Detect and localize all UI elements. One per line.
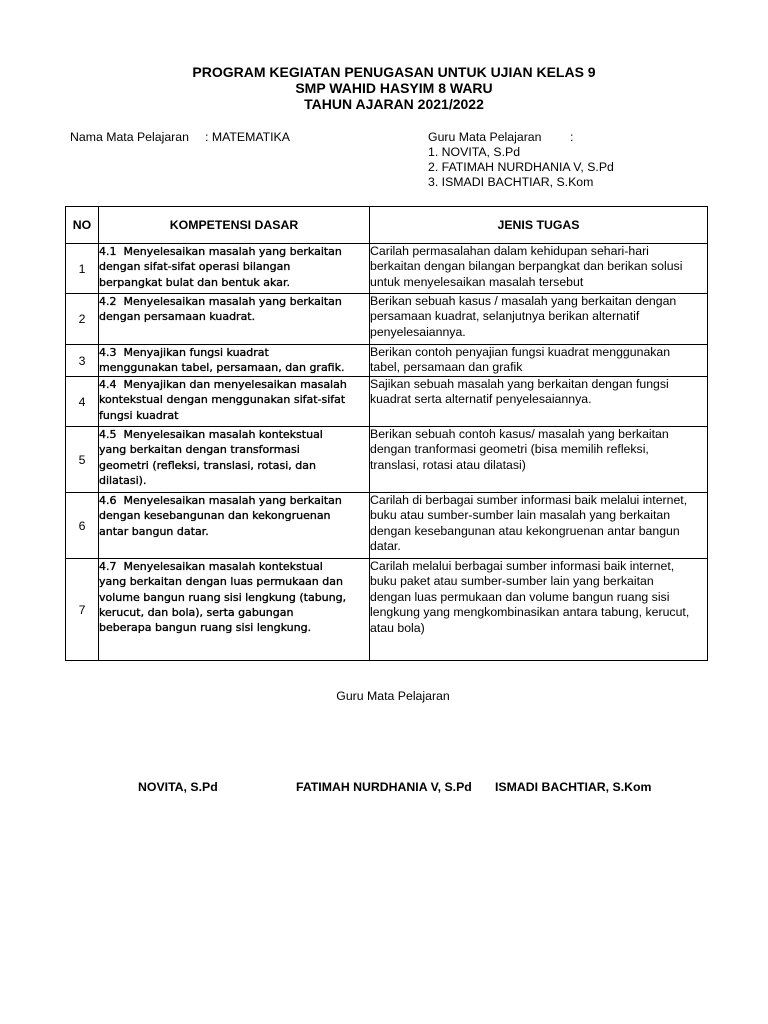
row-number: 2 [66,294,99,345]
signature-name: FATIMAH NURDHANIA V, S.Pd [296,780,472,794]
row-number: 3 [66,345,99,377]
table-row [66,427,708,493]
table-row [66,493,708,559]
table-row [66,377,708,427]
kompetensi-dasar-cell: 4.4 Menyajikan dan menyelesaikan masalah kontekstual dengan menggunakan sifat-sifat fungsi kuadrat [99,377,370,427]
table-header-row [66,207,708,244]
table-row [66,345,708,377]
kompetensi-dasar-cell: 4.2 Menyelesaikan masalah yang berkaitan dengan persamaan kuadrat. [99,294,370,345]
jenis-tugas-cell: Carilah di berbagai sumber informasi baik melalui internet, buku atau sumber-sumber lain masalah yang berkaitan dengan kesebangunan atau kekongruenan antar bangun datar. [370,493,708,559]
kompetensi-dasar-cell: 4.1 Menyelesaikan masalah yang berkaitan dengan sifat-sifat operasi bilangan berpangkat bulat dan bentuk akar. [99,244,370,294]
signature-caption: Guru Mata Pelajaran [336,689,450,703]
kompetensi-dasar-cell: 4.7 Menyelesaikan masalah kontekstual yang berkaitan dengan luas permukaan dan volume bangun ruang sisi lengkung (tabung, kerucut, dan bola), serta gabungan beberapa bangun ruang sisi lengkung. [99,559,370,661]
teacher-colon: : [570,130,574,144]
row-number: 5 [66,427,99,493]
teacher-label: Guru Mata Pelajaran [428,130,542,144]
teacher-list [428,145,614,190]
subject-value: : MATEMATIKA [205,130,290,144]
header-jenis-tugas: JENIS TUGAS [370,207,708,244]
signature-name: NOVITA, S.Pd [138,780,218,794]
assignment-table [65,206,708,661]
teacher-item: 3. ISMADI BACHTIAR, S.Kom [428,175,594,189]
table-row [66,244,708,294]
title-line-year: TAHUN AJARAN 2021/2022 [304,96,484,112]
kompetensi-dasar-cell: 4.6 Menyelesaikan masalah yang berkaitan dengan kesebangunan dan kekongruenan antar bangun datar. [99,493,370,559]
document-title [192,64,595,112]
title-line-program: PROGRAM KEGIATAN PENUGASAN UNTUK UJIAN KELAS 9 [192,64,596,80]
row-number: 7 [66,559,99,661]
jenis-tugas-cell: Berikan contoh penyajian fungsi kuadrat menggunakan tabel, persamaan dan grafik [370,345,708,377]
jenis-tugas-cell: Carilah permasalahan dalam kehidupan sehari-hari berkaitan dengan bilangan berpangkat dan berikan solusi untuk menyelesaikan masalah tersebut [370,244,708,294]
table-row [66,559,708,661]
row-number: 6 [66,493,99,559]
jenis-tugas-cell: Sajikan sebuah masalah yang berkaitan dengan fungsi kuadrat serta alternatif penyelesaiannya. [370,377,708,427]
kompetensi-dasar-cell: 4.3 Menyajikan fungsi kuadrat menggunakan tabel, persamaan, dan grafik. [99,345,370,377]
subject-label: Nama Mata Pelajaran [70,130,189,144]
row-number: 4 [66,377,99,427]
teacher-item: 1. NOVITA, S.Pd [428,145,521,159]
signature-name: ISMADI BACHTIAR, S.Kom [495,780,652,794]
jenis-tugas-cell: Carilah melalui berbagai sumber informasi baik internet, buku paket atau sumber-sumber lain yang berkaitan dengan luas permukaan dan volume bangun ruang sisi lengkung yang mengkombinasikan antara tabung, kerucut, atau bola) [370,559,708,661]
teacher-item: 2. FATIMAH NURDHANIA V, S.Pd [428,160,614,174]
header-no: NO [66,207,99,244]
row-number: 1 [66,244,99,294]
header-kompetensi-dasar: KOMPETENSI DASAR [99,207,370,244]
title-line-school: SMP WAHID HASYIM 8 WARU [295,80,493,96]
jenis-tugas-cell: Berikan sebuah contoh kasus/ masalah yang berkaitan dengan tranformasi geometri (bisa memilih refleksi, translasi, rotasi atau dilatasi) [370,427,708,493]
table-row [66,294,708,345]
jenis-tugas-cell: Berikan sebuah kasus / masalah yang berkaitan dengan persamaan kuadrat, selanjutnya berikan alternatif penyelesaiannya. [370,294,708,345]
kompetensi-dasar-cell: 4.5 Menyelesaikan masalah kontekstual yang berkaitan dengan transformasi geometri (refleksi, translasi, rotasi, dan dilatasi). [99,427,370,493]
